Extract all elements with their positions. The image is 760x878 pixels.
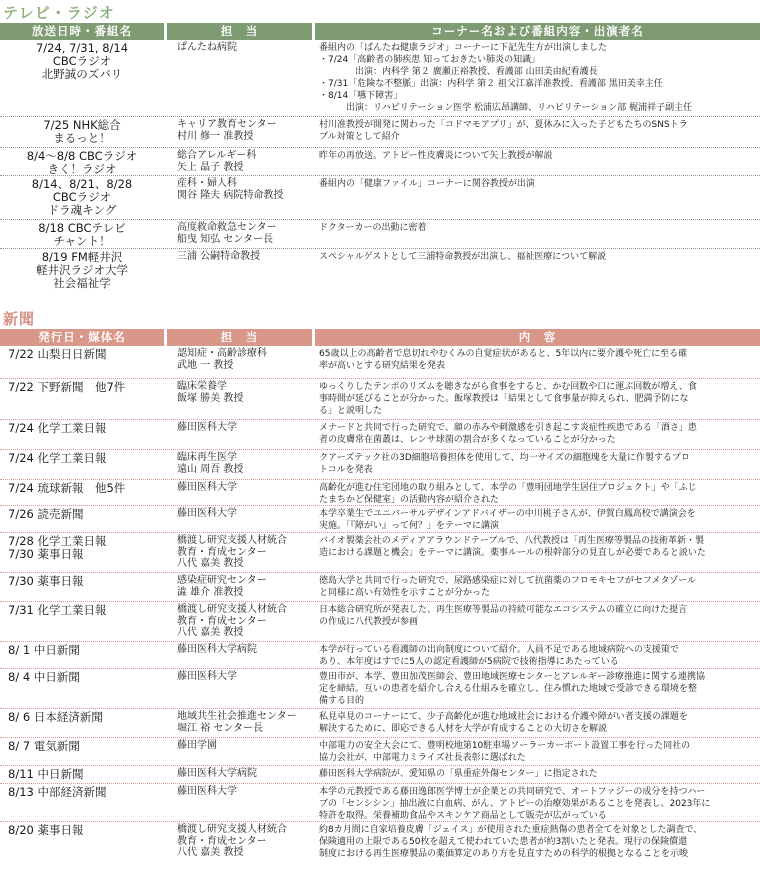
person-name: ぱんたね病院: [177, 42, 237, 53]
content-text: バイオ製薬会社のメディアアラウンドテーブルで、八代教授は「再生医療等製品の技術革新・製 造における課題と機会」をテーマに講演。薬事ルールの根幹部分の見直しが必要であると説いた: [319, 536, 706, 558]
person-name: 藤田医科大学病院: [177, 768, 257, 779]
newspaper-section: [0, 309, 760, 862]
media-name: 7/24, 7/31, 8/14 CBCラジオ 北野誠のズバリ: [35, 41, 129, 81]
table-row: [0, 480, 760, 506]
tv-radio-section: [0, 3, 760, 292]
table-row: [0, 642, 760, 669]
media-name: 7/22 下野新聞 他7件: [8, 380, 126, 394]
tv-header-person: 担 当: [167, 23, 312, 40]
person-name: 藤田医科大学: [177, 508, 237, 519]
content-text: 本学が行っている看護師の出向制度について紹介。人員不足である地域病院への支援策で あり、本年度はすでに5人の認定看護師が5病院で技術指導にあたっている: [319, 645, 679, 667]
person-name: 臨床再生医学 遠山 周吾 教授: [177, 452, 244, 475]
person-name: 藤田医科大学: [177, 422, 237, 433]
media-name: 7/22 山梨日日新聞: [8, 347, 107, 361]
media-name: 8/11 中日新聞: [8, 767, 84, 781]
media-name: 7/28 化学工業日報 7/30 薬事日報: [8, 534, 107, 561]
tv-radio-title: テレビ・ラジオ: [3, 4, 115, 22]
content-text: 豊田市が、本学、豊田加茂医師会、豊田地域医療センターとアレルギー診療推進に関する連携協 定を締結。互いの患者を紹介し合える仕組みを確立し、住み慣れた地域で受診できる環境を整 備する目的: [319, 672, 706, 706]
person-name: 藤田医科大学: [177, 786, 237, 797]
table-row: [0, 738, 760, 766]
media-name: 8/ 1 中日新聞: [8, 643, 80, 657]
media-name: 8/20 薬事日報: [8, 823, 84, 837]
content-text: 番組内の「健康ファイル」コーナーに関谷教授が出演: [319, 179, 535, 189]
media-name: 8/4〜8/8 CBCラジオ きく！ラジオ: [26, 149, 138, 176]
media-name: 7/31 化学工業日報: [8, 603, 107, 617]
table-row: [0, 709, 760, 738]
news-header-date: 発行日・媒体名: [0, 329, 164, 346]
person-name: 藤田学園: [177, 740, 217, 751]
content-text: 藤田医科大学病院が、愛知県の「県重症外傷センター」に指定された: [319, 769, 598, 779]
person-name: 臨床栄養学 飯塚 勝美 教授: [177, 381, 244, 404]
person-name: キャリア教育センター 村川 修一 准教授: [177, 119, 277, 142]
tv-header-date: 放送日時・番組名: [0, 23, 164, 40]
person-name: 産科・婦人科 関谷 隆夫 病院特命教授: [177, 178, 284, 201]
media-name: 8/18 CBCテレビ チャント！: [38, 221, 126, 248]
person-name: 感染症研究センター 澁 雄介 准教授: [177, 575, 267, 598]
media-name: 8/ 6 日本経済新聞: [8, 710, 103, 724]
content-text: 高齢化が進む住宅団地の取り組みとして、本学の「豊明団地学生居住プロジェクト」や「ふじ たまちかど保健室」の活動内容が紹介された: [319, 483, 697, 505]
content-text: 本学卒業生でユニバーサルデザインアドバイザーの中川桃子さんが、伊賀白鳳高校で講演会を 実施。「『障がい』って何？」をテーマに講演: [319, 509, 696, 531]
table-row: [0, 533, 760, 573]
person-name: 橋渡し研究支援人材統合 教育・育成センター 八代 嘉美 教授: [177, 535, 287, 569]
news-header-person: 担 当: [167, 329, 312, 346]
content-text: 番組内の「ぱんたね健康ラジオ」コーナーに下記先生方が出演しました ・7/24「高齢者の肺疾患 知っておきたい肺炎の知識」 出演：内科学 第２ 廣瀬正裕教授、看護部 山田美由紀看護長 ・7/31「危険な不整脈」出演：内科学 第２ 祖父江嘉洋准教授、看護部 黒田美幸主任 ・8/14「嚥下障害」 出演：リハビリテーション医学 松浦広昂講師、リハビリテーション部 梶浦祥子副主任: [319, 43, 693, 113]
person-name: 藤田医科大学: [177, 671, 237, 682]
content-text: 約8カ月間に自家培養皮膚「ジェイス」が使用された重症熱傷の患者全てを対象とした調査で、 保険適用の上限である50枚を超えて使われていた患者が約3割いたと発表。現行の保険償還 制度における再生医療製品の薬価算定のあり方を見直すための科学的根拠となることを示唆: [319, 825, 703, 859]
person-name: 高度救命救急センター 船曳 知弘 センター長: [177, 222, 277, 245]
media-name: 8/14、8/21、8/28 CBCラジオ ドラ魂キング: [31, 177, 133, 217]
person-name: 藤田医科大学病院: [177, 644, 257, 655]
person-name: 地域共生社会推進センター 堀江 裕 センター長: [177, 711, 297, 734]
table-row: [0, 379, 760, 420]
content-text: 日本総合研究所が発表した、再生医療等製品の持続可能なエコシステムの確立に向けた提言 の作成に八代教授が参画: [319, 605, 688, 627]
media-name: 7/26 読売新聞: [8, 507, 84, 521]
table-row: [0, 40, 760, 117]
media-name: 8/ 4 中日新聞: [8, 670, 80, 684]
table-row: [0, 450, 760, 480]
person-name: 藤田医科大学: [177, 482, 237, 493]
content-text: 私見卓見のコーナーにて、少子高齢化が進む地域社会における介護や障がい者支援の課題を 解決するために、即応できる人材を大学が育成することの大切さを解説: [319, 712, 688, 734]
table-row: [0, 148, 760, 176]
media-name: 7/24 琉球新報 他5件: [8, 481, 126, 495]
content-text: 65歳以上の高齢者で息切れやむくみの自覚症状があると、5年以内に要介護や死亡に至る確 率が高いとする研究結果を発表: [319, 349, 688, 371]
table-row: [0, 602, 760, 642]
content-text: ドクターカーの出動に密着: [319, 223, 427, 233]
content-text: 中部電力の安全大会にて、豊明校地第10駐車場ソーラーカーポート設置工事を行った同社の 協力会社が、中部電力ミライズ社長表彰に選ばれた: [319, 741, 691, 763]
media-name: 8/13 中部経済新聞: [8, 785, 107, 799]
content-text: 昨年の再放送。アトピー性皮膚炎について矢上教授が解説: [319, 151, 553, 161]
media-name: 7/24 化学工業日報: [8, 451, 107, 465]
table-row: [0, 573, 760, 602]
table-row: [0, 249, 760, 292]
table-row: [0, 176, 760, 220]
content-text: 徳島大学と共同で行った研究で、尿路感染症に対して抗菌薬のフロモキセフがセフメタゾール と同様に高い有効性を示すことが分かった: [319, 576, 697, 598]
table-row: [0, 220, 760, 249]
media-name: 7/25 NHK総合 まるっと！: [43, 118, 121, 145]
person-name: 橋渡し研究支援人材統合 教育・育成センター 八代 嘉美 教授: [177, 824, 287, 858]
person-name: 認知症・高齢診療科 武地 一 教授: [177, 348, 267, 371]
table-row: [0, 766, 760, 784]
table-row: [0, 669, 760, 709]
newspaper-title: 新聞: [3, 310, 36, 328]
table-row: [0, 420, 760, 450]
media-name: 7/30 薬事日報: [8, 574, 84, 588]
person-name: 総合アレルギー科 矢上 晶子 教授: [177, 150, 257, 173]
table-row: [0, 506, 760, 533]
media-name: 8/ 7 電気新聞: [8, 739, 80, 753]
person-name: 三浦 公嗣特命教授: [177, 251, 261, 262]
table-row: [0, 117, 760, 148]
table-row: [0, 346, 760, 379]
content-text: メナードと共同で行った研究で、顔の赤みや刺激感を引き起こす炎症性疾患である「酒さ」患 者の皮膚常在菌叢は、レンサ球菌の割合が多くなっていることが分かった: [319, 423, 697, 445]
table-row: [0, 784, 760, 822]
tv-radio-header: [0, 23, 760, 40]
media-name: 7/24 化学工業日報: [8, 421, 107, 435]
content-text: スペシャルゲストとして三浦特命教授が出演し、福祉医療について解説: [319, 252, 607, 262]
newspaper-header: [0, 329, 760, 346]
content-text: 本学の元教授である藤田逸郎医学博士が企業との共同研究で、オートファジーの成分を持つハー ブの「センシシン」抽出液に白血病、がん、アトピーの治療効果があることを発表し、2023年に 特許を取得。栄養補助食品やスキンケア商品として販売が広がっている: [319, 787, 711, 821]
media-name: 8/19 FM軽井沢 軽井沢ラジオ大学 社会福祉学: [36, 250, 128, 290]
news-header-content: 内 容: [315, 329, 760, 346]
content-text: クアーズテック社の3D細胞培養担体を使用して、均一サイズの細胞塊を大量に作製するプロ トコルを発表: [319, 453, 690, 475]
table-row: [0, 822, 760, 862]
content-text: 村川准教授が開発に関わった「コドマモアプリ」が、夏休みに入った子どもたちのSNSトラ ブル対策として紹介: [319, 120, 688, 142]
person-name: 橋渡し研究支援人材統合 教育・育成センター 八代 嘉美 教授: [177, 604, 287, 638]
tv-header-content: コーナー名および番組内容・出演者名: [315, 23, 760, 40]
content-text: ゆっくりしたテンポのリズムを聴きながら食事をすると、かむ回数や口に運ぶ回数が増え、食 事時間が延びることが分かった。飯塚教授は「結果として食事量が抑えられ、肥満予防にな る」と説明した: [319, 382, 697, 416]
